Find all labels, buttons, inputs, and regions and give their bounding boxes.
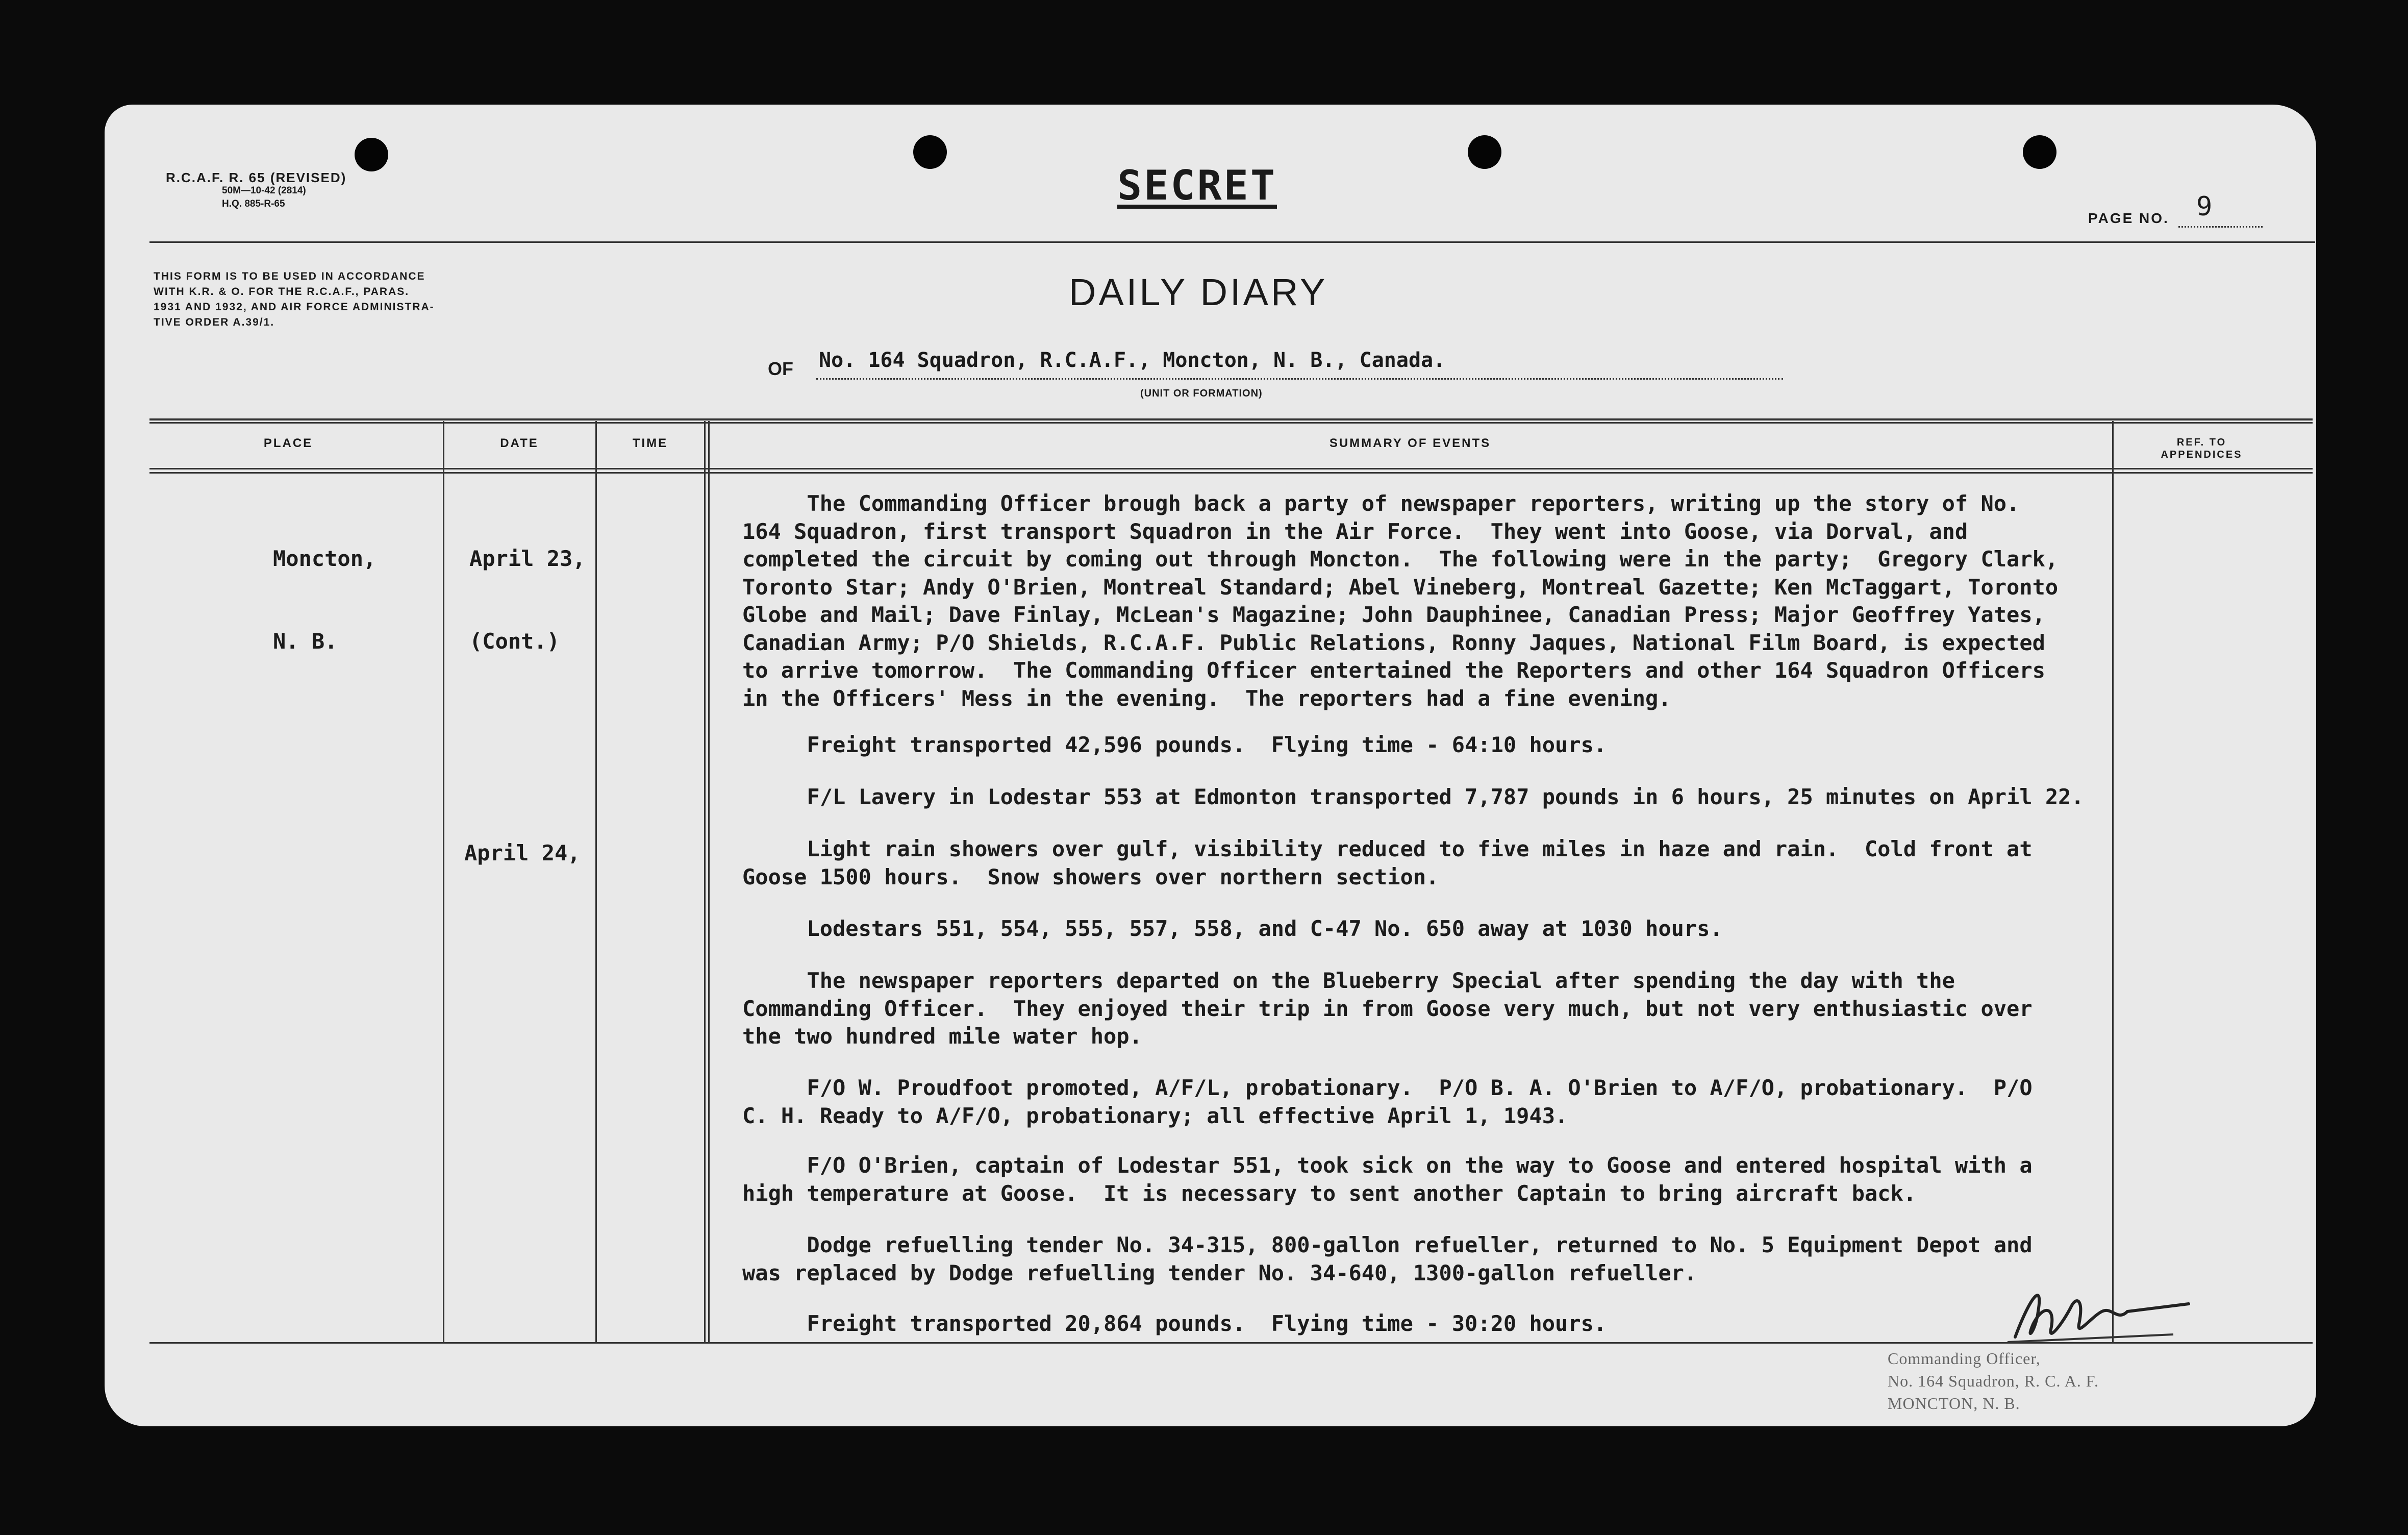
binder-hole (913, 135, 947, 169)
unit-field-label: (UNIT OR FORMATION) (1140, 388, 1263, 399)
form-identifier (166, 171, 346, 211)
summary-ref-divider (2112, 421, 2114, 1344)
summary-entry: The Commanding Officer brough back a party of newspaper reporters, writing up the story of No. 164 Squadron, first transport Squadron in the Air Force. They went into Goose, via Dorval, and completed the circuit by coming out through Moncton. The following were in the party; Gregory Clark, Toronto Star; Andy O'Brien, Montreal Standard; Abel Vineberg, Montreal Gazette; Ken McTaggart, Toronto Globe and Mail; Dave Finlay, McLean's Magazine; John Dauphinee, Canadian Press; Major Geoffrey Yates, Canadian Army; P/O Shields, R.C.A.F. Public Relations, Ronny Jaques, National Film Board, is expected to arrive tomorrow. The Commanding Officer entertained the Reporters and other 164 Squadron Officers in the Officers' Mess in the evening. The reporters had a fine evening. (742, 491, 2059, 711)
summary-entry: F/O O'Brien, captain of Lodestar 551, took sick on the way to Goose and entered hospital with a high temperature at Goose. It is necessary to sent another Captain to bring aircraft back. (742, 1153, 2033, 1206)
form-print-code: 50M—10-42 (2814) (222, 185, 306, 196)
signature-image (1995, 1276, 2209, 1352)
date-cell-april-23: April 23, (Cont.) (469, 546, 586, 654)
table-top-rule (149, 418, 2313, 420)
summary-entry: Freight transported 42,596 pounds. Flying time - 64:10 hours. (742, 732, 1607, 757)
form-usage-notice: THIS FORM IS TO BE USED IN ACCORDANCE WITH K.R. & O. FOR THE R.C.A.F., PARAS. 1931 AND 1932, AND AIR FORCE ADMINISTRA- TIVE ORDER A.39/1. (154, 270, 435, 328)
commanding-officer-stamp: Commanding Officer, No. 164 Squadron, R. C. A. F. MONCTON, N. B. (1888, 1349, 2099, 1413)
column-header-rule-2 (149, 472, 2313, 474)
place-cell: Moncton, N. B. (273, 546, 377, 654)
summary-entry: Freight transported 20,864 pounds. Flying time - 30:20 hours. (742, 1311, 1607, 1336)
page-number-label: PAGE NO. (2088, 210, 2169, 226)
unit-name: No. 164 Squadron, R.C.A.F., Moncton, N. B., Canada. (819, 349, 1446, 372)
column-header-time: TIME (632, 436, 668, 450)
column-header-ref-appendices: REF. TO APPENDICES (2161, 437, 2243, 460)
page-number-line (2178, 226, 2263, 228)
binder-hole (2023, 135, 2056, 169)
diary-page (105, 105, 2316, 1426)
summary-entry: Dodge refuelling tender No. 34-315, 800-gallon refueller, returned to No. 5 Equipment Depot and was replaced by Dodge refuelling tender No. 34-640, 1300-gallon refueller. (742, 1232, 2033, 1285)
table-bottom-rule (149, 1342, 2313, 1344)
column-header-place: PLACE (263, 436, 313, 450)
binder-hole (1468, 135, 1501, 169)
column-header-date: DATE (500, 436, 539, 450)
place-date-divider (443, 421, 444, 1344)
summary-entry: Light rain showers over gulf, visibility reduced to five miles in haze and rain. Cold front at Goose 1500 hours. Snow showers over northern section. (742, 836, 2033, 889)
binder-hole (355, 138, 388, 171)
summary-entry: The newspaper reporters departed on the Blueberry Special after spending the day with the Commanding Officer. They enjoyed their trip in from Goose very much, but not very enthusiastic over the two hundred mile water hop. (742, 968, 2033, 1049)
time-summary-divider (704, 421, 706, 1344)
table-top-rule-2 (149, 422, 2313, 424)
form-number: R.C.A.F. R. 65 (REVISED) (166, 170, 347, 185)
unit-of-label: OF (768, 358, 793, 379)
date-time-divider (595, 421, 597, 1344)
column-header-summary: SUMMARY OF EVENTS (1329, 436, 1491, 450)
unit-underline (816, 378, 1783, 380)
form-hq-code: H.Q. 885-R-65 (222, 199, 285, 209)
time-summary-divider-2 (708, 421, 710, 1344)
date-cell-april-24: April 24, (464, 840, 581, 865)
summary-entry: F/L Lavery in Lodestar 553 at Edmonton transported 7,787 pounds in 6 hours, 25 minutes on April 22. (742, 784, 2084, 809)
column-header-rule (149, 468, 2313, 469)
page-number: 9 (2196, 191, 2213, 222)
page-title: DAILY DIARY (1069, 271, 1328, 313)
security-marking: SECRET (1117, 162, 1277, 209)
header-rule (149, 241, 2315, 243)
summary-entry: Lodestars 551, 554, 555, 557, 558, and C-47 No. 650 away at 1030 hours. (742, 916, 1723, 941)
summary-entry: F/O W. Proudfoot promoted, A/F/L, probationary. P/O B. A. O'Brien to A/F/O, probationary. P/O C. H. Ready to A/F/O, probationary; all effective April 1, 1943. (742, 1075, 2033, 1128)
